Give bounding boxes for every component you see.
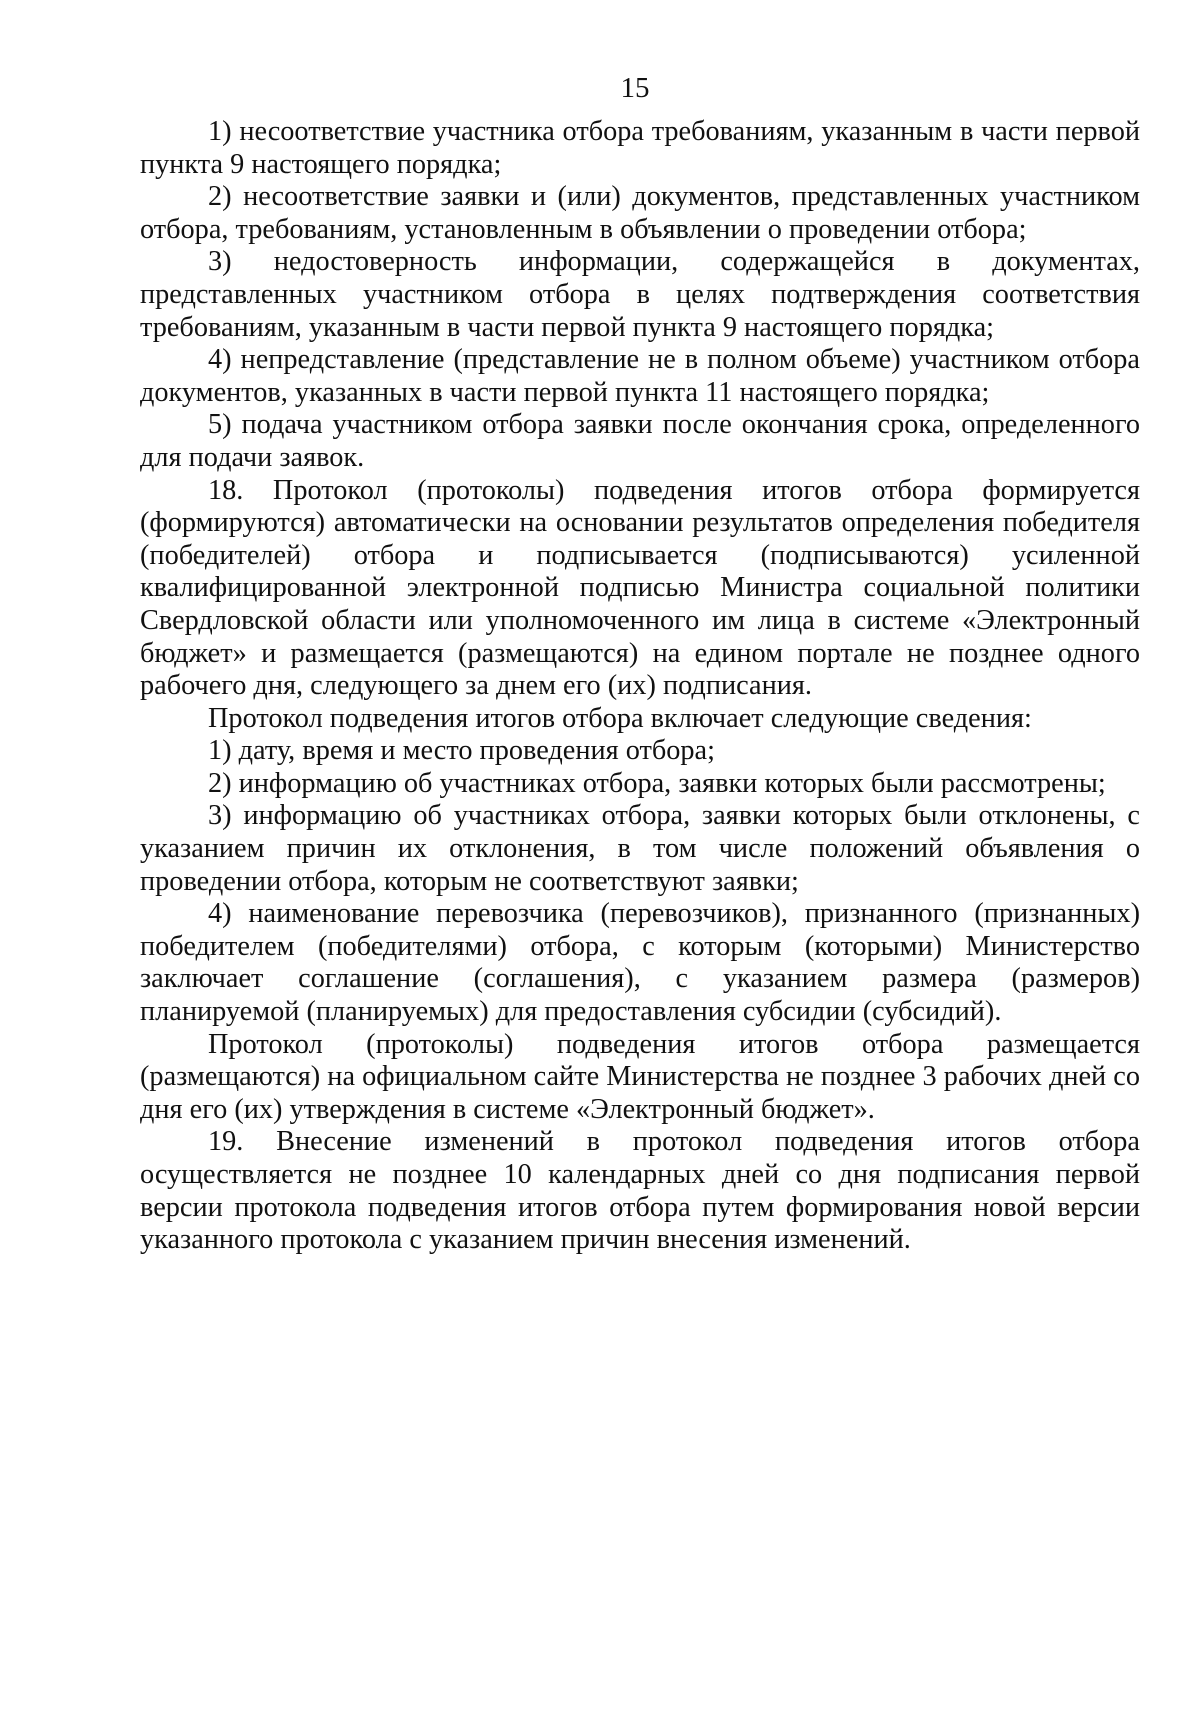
paragraph-protocol-publication: Протокол (протоколы) подведения итогов отбора размещается (размещаются) на официальном сайте Министерства не позднее 3 рабочих дней со дня его (их) утверждения в системе «Электронный бюджет». [140,1028,1140,1125]
paragraph-clause-18: 18. Протокол (протоколы) подведения итогов отбора формируется (формируются) автоматически на основании результатов определения победителя (победителей) отбора и подписывается (подписываются) усиленной квалифицированной электронной подписью Министра социальной политики Свердловской области или уполномоченного им лица в системе «Электронный бюджет» и размещается (размещаются) на едином портале не позднее одного рабочего дня, следующего за днем его (их) подписания. [140,474,1140,702]
paragraph-item-2: 2) несоответствие заявки и (или) документов, представленных участником отбора, требованиям, установленным в объявлении о проведении отбора; [140,181,1140,245]
paragraph-contents-item-3: 3) информацию об участниках отбора, заявки которых были отклонены, с указанием причин их отклонения, в том числе положений объявления о проведении отбора, которым не соответствуют заявки; [140,800,1140,897]
paragraph-contents-item-1: 1) дату, время и место проведения отбора; [208,735,715,767]
paragraph-contents-item-4: 4) наименование перевозчика (перевозчиков), признанного (признанных) победителем (победителями) отбора, с которым (которыми) Министерство заключает соглашение (соглашения), с указанием размера (размеров) планируемой (планируемых) для предоставления субсидии (субсидий). [140,898,1140,1028]
paragraph-item-5: 5) подача участником отбора заявки после окончания срока, определенного для подачи заявок. [140,409,1140,473]
paragraph-item-3: 3) недостоверность информации, содержащейся в документах, представленных участником отбора в целях подтверждения соответствия требованиям, указанным в части первой пункта 9 настоящего порядка; [140,246,1140,343]
paragraph-item-1: 1) несоответствие участника отбора требованиям, указанным в части первой пункта 9 настоящего порядка; [140,116,1140,180]
document-body [140,116,1140,1257]
page-number: 15 [620,72,650,104]
paragraph-protocol-contents: Протокол подведения итогов отбора включает следующие сведения: [208,702,1032,734]
paragraph-contents-item-2: 2) информацию об участниках отбора, заявки которых были рассмотрены; [208,767,1106,799]
paragraph-item-4: 4) непредставление (представление не в полном объеме) участником отбора документов, указанных в части первой пункта 11 настоящего порядка; [140,344,1140,408]
paragraph-clause-19: 19. Внесение изменений в протокол подведения итогов отбора осуществляется не позднее 10 календарных дней со дня подписания первой версии протокола подведения итогов отбора путем формирования новой версии указанного протокола с указанием причин внесения изменений. [140,1126,1140,1256]
